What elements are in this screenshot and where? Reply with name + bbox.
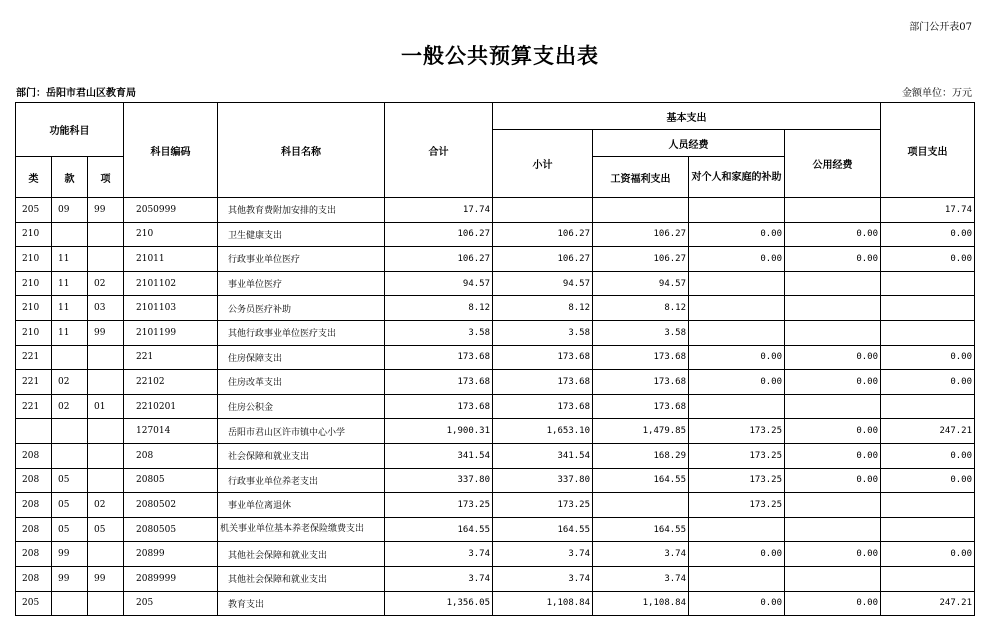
cell-subsidy: 0.00 (689, 345, 785, 370)
cell-public: 0.00 (785, 468, 881, 493)
cell-total: 3.74 (385, 542, 493, 567)
cell-total: 173.68 (385, 345, 493, 370)
cell-public (785, 198, 881, 223)
cell-xiang (88, 591, 124, 616)
cell-kuan: 11 (52, 320, 88, 345)
cell-kuan: 99 (52, 566, 88, 591)
cell-public: 0.00 (785, 542, 881, 567)
cell-code: 210 (124, 222, 218, 247)
cell-public (785, 517, 881, 542)
cell-name: 住房公积金 (218, 394, 385, 419)
cell-name: 行政事业单位医疗 (218, 247, 385, 272)
cell-salary: 168.29 (593, 443, 689, 468)
cell-kuan (52, 345, 88, 370)
cell-xiang: 02 (88, 271, 124, 296)
cell-salary: 164.55 (593, 517, 689, 542)
cell-public (785, 271, 881, 296)
cell-project: 17.74 (881, 198, 975, 223)
cell-subtotal: 8.12 (493, 296, 593, 321)
cell-xiang: 99 (88, 566, 124, 591)
cell-xiang (88, 443, 124, 468)
cell-lei: 210 (16, 222, 52, 247)
table-row (16, 517, 975, 542)
cell-code: 22102 (124, 370, 218, 395)
cell-total: 337.80 (385, 468, 493, 493)
cell-project: 247.21 (881, 591, 975, 616)
table-row (16, 222, 975, 247)
table-row (16, 247, 975, 272)
cell-salary: 173.68 (593, 394, 689, 419)
cell-lei: 221 (16, 394, 52, 419)
cell-lei: 221 (16, 345, 52, 370)
header-lei: 类 (16, 157, 52, 198)
cell-subsidy (689, 271, 785, 296)
cell-code: 2050999 (124, 198, 218, 223)
cell-kuan: 11 (52, 247, 88, 272)
cell-lei: 205 (16, 198, 52, 223)
cell-xiang: 99 (88, 320, 124, 345)
table-row (16, 198, 975, 223)
cell-xiang (88, 247, 124, 272)
cell-subtotal: 173.25 (493, 493, 593, 518)
cell-project: 0.00 (881, 247, 975, 272)
cell-project (881, 320, 975, 345)
cell-kuan: 11 (52, 271, 88, 296)
cell-salary (593, 198, 689, 223)
cell-xiang: 05 (88, 517, 124, 542)
cell-salary: 173.68 (593, 345, 689, 370)
cell-public (785, 493, 881, 518)
cell-project: 0.00 (881, 222, 975, 247)
cell-code: 2101102 (124, 271, 218, 296)
cell-subsidy: 0.00 (689, 222, 785, 247)
cell-subtotal: 1,653.10 (493, 419, 593, 444)
cell-public: 0.00 (785, 222, 881, 247)
header-total: 合计 (385, 103, 493, 198)
cell-project: 0.00 (881, 468, 975, 493)
cell-lei: 210 (16, 296, 52, 321)
cell-name: 教育支出 (218, 591, 385, 616)
cell-kuan: 02 (52, 394, 88, 419)
cell-total: 3.74 (385, 566, 493, 591)
cell-kuan (52, 222, 88, 247)
cell-code: 2101199 (124, 320, 218, 345)
cell-public: 0.00 (785, 247, 881, 272)
cell-code: 2080502 (124, 493, 218, 518)
cell-public: 0.00 (785, 443, 881, 468)
cell-project: 247.21 (881, 419, 975, 444)
cell-subtotal: 173.68 (493, 394, 593, 419)
cell-kuan: 11 (52, 296, 88, 321)
cell-salary: 94.57 (593, 271, 689, 296)
cell-code: 2101103 (124, 296, 218, 321)
cell-subsidy (689, 566, 785, 591)
cell-total: 8.12 (385, 296, 493, 321)
cell-name: 其他社会保障和就业支出 (218, 566, 385, 591)
cell-subtotal: 3.74 (493, 566, 593, 591)
cell-public: 0.00 (785, 419, 881, 444)
table-row (16, 493, 975, 518)
cell-lei: 208 (16, 566, 52, 591)
cell-project: 0.00 (881, 345, 975, 370)
table-row (16, 443, 975, 468)
cell-subtotal: 3.74 (493, 542, 593, 567)
cell-public: 0.00 (785, 591, 881, 616)
cell-code: 2210201 (124, 394, 218, 419)
cell-total: 173.68 (385, 394, 493, 419)
cell-salary: 1,108.84 (593, 591, 689, 616)
cell-xiang (88, 345, 124, 370)
cell-lei: 208 (16, 542, 52, 567)
table-row (16, 566, 975, 591)
cell-code: 205 (124, 591, 218, 616)
header-subsidy: 对个人和家庭的补助 (689, 157, 785, 198)
table-row (16, 345, 975, 370)
cell-xiang: 99 (88, 198, 124, 223)
cell-salary: 173.68 (593, 370, 689, 395)
cell-project (881, 271, 975, 296)
cell-name: 其他社会保障和就业支出 (218, 542, 385, 567)
cell-code: 2080505 (124, 517, 218, 542)
cell-kuan: 05 (52, 468, 88, 493)
cell-lei: 205 (16, 591, 52, 616)
cell-subtotal: 337.80 (493, 468, 593, 493)
budget-expenditure-table (15, 102, 975, 616)
cell-subtotal: 341.54 (493, 443, 593, 468)
cell-subsidy (689, 320, 785, 345)
cell-kuan: 05 (52, 517, 88, 542)
cell-xiang (88, 419, 124, 444)
cell-public (785, 296, 881, 321)
cell-subtotal: 173.68 (493, 370, 593, 395)
cell-total: 106.27 (385, 222, 493, 247)
cell-name: 公务员医疗补助 (218, 296, 385, 321)
cell-total: 173.25 (385, 493, 493, 518)
cell-salary: 3.74 (593, 566, 689, 591)
header-func: 功能科目 (16, 103, 124, 157)
cell-project: 0.00 (881, 542, 975, 567)
cell-kuan: 02 (52, 370, 88, 395)
cell-lei: 208 (16, 493, 52, 518)
cell-subtotal: 94.57 (493, 271, 593, 296)
department-label: 部门：岳阳市君山区教育局 (16, 88, 136, 99)
cell-kuan (52, 443, 88, 468)
cell-salary: 106.27 (593, 247, 689, 272)
cell-subsidy: 0.00 (689, 247, 785, 272)
cell-total: 17.74 (385, 198, 493, 223)
cell-code: 208 (124, 443, 218, 468)
cell-subtotal: 1,108.84 (493, 591, 593, 616)
cell-project: 0.00 (881, 443, 975, 468)
table-row (16, 320, 975, 345)
cell-total: 94.57 (385, 271, 493, 296)
cell-code: 20805 (124, 468, 218, 493)
cell-name: 事业单位医疗 (218, 271, 385, 296)
cell-xiang: 02 (88, 493, 124, 518)
cell-public (785, 394, 881, 419)
cell-subsidy: 173.25 (689, 493, 785, 518)
cell-xiang (88, 222, 124, 247)
table-row (16, 419, 975, 444)
cell-project (881, 493, 975, 518)
table-row (16, 542, 975, 567)
amount-unit-label: 金额单位：万元 (902, 88, 972, 99)
table-row (16, 271, 975, 296)
cell-code: 2089999 (124, 566, 218, 591)
cell-subtotal (493, 198, 593, 223)
cell-xiang (88, 468, 124, 493)
header-name: 科目名称 (218, 103, 385, 198)
cell-code: 20899 (124, 542, 218, 567)
cell-project (881, 517, 975, 542)
cell-subsidy (689, 296, 785, 321)
page-title: 一般公共预算支出表 (401, 43, 599, 68)
cell-salary (593, 493, 689, 518)
cell-public (785, 320, 881, 345)
header-basic: 基本支出 (493, 103, 881, 130)
cell-total: 106.27 (385, 247, 493, 272)
cell-project (881, 394, 975, 419)
cell-public: 0.00 (785, 370, 881, 395)
cell-name: 事业单位离退休 (218, 493, 385, 518)
cell-total: 1,356.05 (385, 591, 493, 616)
cell-public: 0.00 (785, 345, 881, 370)
cell-name: 住房改革支出 (218, 370, 385, 395)
table-row (16, 370, 975, 395)
cell-subsidy (689, 517, 785, 542)
header-xiang: 项 (88, 157, 124, 198)
table-row (16, 296, 975, 321)
cell-name: 岳阳市君山区许市镇中心小学 (218, 419, 385, 444)
cell-name: 行政事业单位养老支出 (218, 468, 385, 493)
cell-lei: 210 (16, 320, 52, 345)
cell-subsidy: 173.25 (689, 443, 785, 468)
cell-total: 3.58 (385, 320, 493, 345)
header-salary: 工资福利支出 (593, 157, 689, 198)
cell-lei: 208 (16, 468, 52, 493)
cell-kuan: 05 (52, 493, 88, 518)
cell-total: 341.54 (385, 443, 493, 468)
table-row (16, 394, 975, 419)
cell-name: 其他行政事业单位医疗支出 (218, 320, 385, 345)
cell-kuan: 09 (52, 198, 88, 223)
cell-xiang (88, 370, 124, 395)
cell-subsidy (689, 198, 785, 223)
cell-project: 0.00 (881, 370, 975, 395)
header-project: 项目支出 (881, 103, 975, 198)
cell-subsidy: 173.25 (689, 468, 785, 493)
cell-lei: 208 (16, 443, 52, 468)
cell-name: 机关事业单位基本养老保险缴费支出 (218, 517, 385, 542)
cell-subtotal: 106.27 (493, 247, 593, 272)
cell-subsidy: 0.00 (689, 591, 785, 616)
header-code: 科目编码 (124, 103, 218, 198)
cell-xiang: 01 (88, 394, 124, 419)
cell-name: 社会保障和就业支出 (218, 443, 385, 468)
cell-subsidy: 173.25 (689, 419, 785, 444)
header-subtotal: 小计 (493, 130, 593, 198)
cell-total: 164.55 (385, 517, 493, 542)
table-row (16, 591, 975, 616)
cell-salary: 1,479.85 (593, 419, 689, 444)
cell-name: 其他教育费附加安排的支出 (218, 198, 385, 223)
cell-public (785, 566, 881, 591)
cell-name: 卫生健康支出 (218, 222, 385, 247)
cell-kuan (52, 419, 88, 444)
cell-subsidy: 0.00 (689, 370, 785, 395)
cell-salary: 106.27 (593, 222, 689, 247)
cell-xiang: 03 (88, 296, 124, 321)
cell-lei: 210 (16, 271, 52, 296)
header-public: 公用经费 (785, 130, 881, 198)
cell-lei (16, 419, 52, 444)
cell-lei: 221 (16, 370, 52, 395)
header-kuan: 款 (52, 157, 88, 198)
cell-kuan: 99 (52, 542, 88, 567)
cell-subtotal: 106.27 (493, 222, 593, 247)
cell-code: 221 (124, 345, 218, 370)
cell-subtotal: 3.58 (493, 320, 593, 345)
cell-subtotal: 173.68 (493, 345, 593, 370)
cell-xiang (88, 542, 124, 567)
cell-salary: 3.74 (593, 542, 689, 567)
cell-salary: 164.55 (593, 468, 689, 493)
cell-salary: 3.58 (593, 320, 689, 345)
header-personnel: 人员经费 (593, 130, 785, 157)
cell-lei: 208 (16, 517, 52, 542)
cell-kuan (52, 591, 88, 616)
cell-total: 1,900.31 (385, 419, 493, 444)
cell-lei: 210 (16, 247, 52, 272)
cell-salary: 8.12 (593, 296, 689, 321)
cell-project (881, 296, 975, 321)
cell-name: 住房保障支出 (218, 345, 385, 370)
cell-code: 127014 (124, 419, 218, 444)
cell-subsidy (689, 394, 785, 419)
cell-code: 21011 (124, 247, 218, 272)
form-number: 部门公开表07 (909, 22, 972, 33)
table-row (16, 468, 975, 493)
cell-subtotal: 164.55 (493, 517, 593, 542)
cell-subsidy: 0.00 (689, 542, 785, 567)
cell-total: 173.68 (385, 370, 493, 395)
cell-project (881, 566, 975, 591)
